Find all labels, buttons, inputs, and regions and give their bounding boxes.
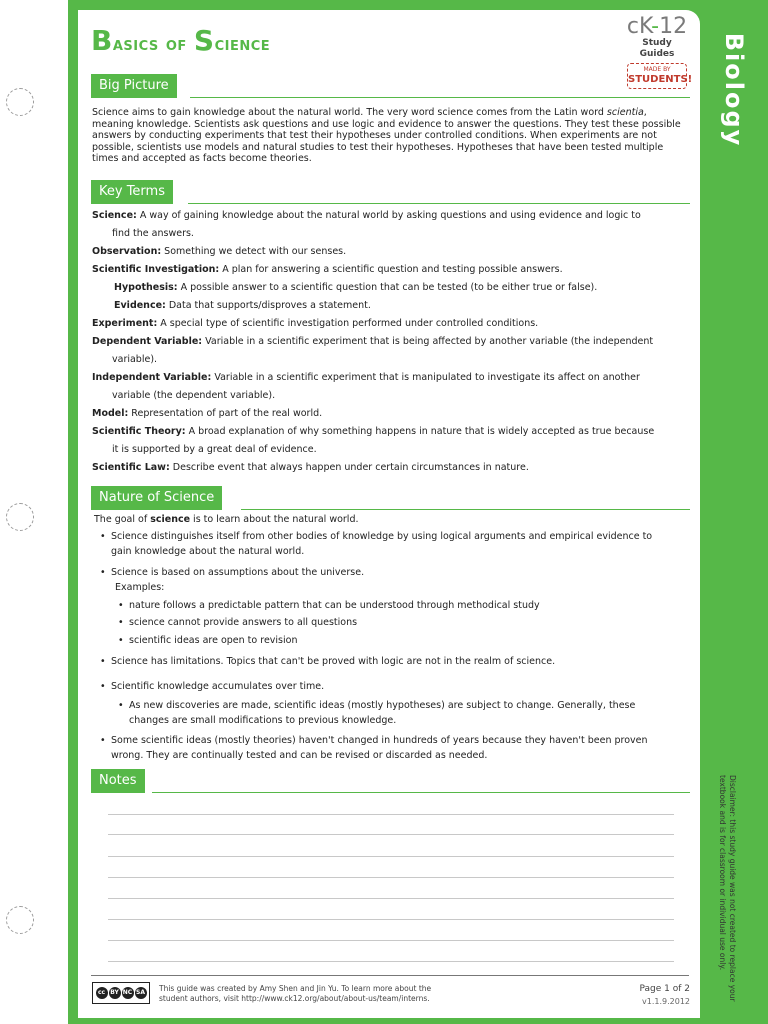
logo-brand: cK-12 xyxy=(626,14,688,39)
bullet: • xyxy=(100,735,106,746)
term-independent-variable: Independent Variable: Variable in a scientific experiment that is manipulated to investigate its affect on another xyxy=(92,372,640,383)
nos-bullet-5-line-2: wrong. They are continually tested and can be revised or discarded as needed. xyxy=(111,750,488,761)
nos-bullet-5-line-1: Some scientific ideas (mostly theories) haven't changed in hundreds of years because they haven't been proven xyxy=(111,735,648,746)
term-observation: Observation: Something we detect with our senses. xyxy=(92,246,347,257)
term-scientific-theory: Scientific Theory: A broad explanation of why something happens in nature that is widely accepted as true because xyxy=(92,426,655,437)
subject-tab-label: Biology xyxy=(720,32,748,148)
nos-bullet-1-line-1: Science distinguishes itself from other bodies of knowledge by using logical arguments and empirical evidence to xyxy=(111,531,653,542)
nos-bullet-2: Science is based on assumptions about the universe. xyxy=(111,567,365,578)
term-scientific-theory-cont: it is supported by a great deal of evidence. xyxy=(112,444,317,455)
nos-bullet-4-sub-line-1: As new discoveries are made, scientific ideas (mostly hypotheses) are subject to change. Generally, these xyxy=(129,700,636,711)
bullet: • xyxy=(118,635,124,646)
term-scientific-investigation: Scientific Investigation: A plan for answering a scientific question and testing possible answers. xyxy=(92,264,563,275)
term-model: Model: Representation of part of the real world. xyxy=(92,408,323,419)
nos-bullet-3: Science has limitations. Topics that can't be proved with logic are not in the realm of science. xyxy=(111,656,556,667)
made-by-students-badge: MADE BY STUDENTS! xyxy=(627,63,687,89)
bullet: • xyxy=(100,567,106,578)
version-label: v1.1.9.2012 xyxy=(642,997,690,1006)
term-science-cont: find the answers. xyxy=(112,228,194,239)
nos-examples-label: Examples: xyxy=(115,582,165,593)
nos-example-3: scientific ideas are open to revision xyxy=(129,635,298,646)
cc-icon: cc xyxy=(96,987,108,999)
nos-intro: The goal of science is to learn about the natural world. xyxy=(94,514,359,525)
notes-writing-line xyxy=(108,919,674,920)
nos-bullet-1-line-2: gain knowledge about the natural world. xyxy=(111,546,305,557)
term-hypothesis: Hypothesis: A possible answer to a scientific question that can be tested (to be either true or false). xyxy=(114,282,598,293)
key-terms-list xyxy=(92,207,690,477)
cc-nc-icon: NC xyxy=(122,987,134,999)
notes-writing-line xyxy=(108,877,674,878)
cc-by-icon: BY xyxy=(109,987,121,999)
notes-heading: Notes xyxy=(91,769,145,793)
bullet: • xyxy=(100,531,106,542)
bullet: • xyxy=(100,656,106,667)
binder-hole-bottom xyxy=(6,906,34,934)
section-divider xyxy=(190,97,690,98)
binder-hole-middle xyxy=(6,503,34,531)
nature-of-science-heading: Nature of Science xyxy=(91,486,222,510)
ck12-logo xyxy=(624,14,693,86)
creative-commons-license-icon xyxy=(92,982,150,1004)
term-scientific-law: Scientific Law: Describe event that always happen under certain circumstances in nature. xyxy=(92,462,529,473)
bullet: • xyxy=(118,617,124,628)
term-dependent-variable-cont: variable). xyxy=(112,354,158,365)
bullet: • xyxy=(118,700,124,711)
page-number: Page 1 of 2 xyxy=(639,984,690,994)
section-divider xyxy=(188,203,690,204)
term-evidence: Evidence: Data that supports/disproves a statement. xyxy=(114,300,371,311)
bullet: • xyxy=(100,681,106,692)
logo-subtitle: Study Guides xyxy=(639,38,675,59)
footer-divider xyxy=(91,975,689,976)
notes-writing-line xyxy=(108,856,674,857)
cc-sa-icon: SA xyxy=(135,987,147,999)
term-dependent-variable: Dependent Variable: Variable in a scientific experiment that is being affected by another variable (the independent xyxy=(92,336,654,347)
binder-hole-top xyxy=(6,88,34,116)
nos-example-1: nature follows a predictable pattern that can be understood through methodical study xyxy=(129,600,540,611)
footer-credit: This guide was created by Amy Shen and Jin Yu. To learn more about the student authors, visit http://www.ck12.org/about/about-us/team/interns. xyxy=(159,984,432,1003)
notes-writing-line xyxy=(108,814,674,815)
nos-bullet-4: Scientific knowledge accumulates over time. xyxy=(111,681,325,692)
page-title: Basics of Science xyxy=(91,24,271,57)
bullet: • xyxy=(118,600,124,611)
nos-example-2: science cannot provide answers to all questions xyxy=(129,617,358,628)
section-divider xyxy=(152,792,690,793)
term-science: Science: A way of gaining knowledge about the natural world by asking questions and using evidence and logic to xyxy=(92,210,641,221)
nos-bullet-4-sub-line-2: changes are small modifications to previous knowledge. xyxy=(129,715,397,726)
term-independent-variable-cont: variable (the dependent variable). xyxy=(112,390,276,401)
notes-writing-line xyxy=(108,940,674,941)
nature-of-science-content xyxy=(92,514,690,764)
section-divider xyxy=(241,509,690,510)
big-picture-heading: Big Picture xyxy=(91,74,177,98)
notes-writing-line xyxy=(108,961,674,962)
key-terms-heading: Key Terms xyxy=(91,180,173,204)
disclaimer-text: Disclaimer: this study guide was not created to replace your textbook and is for classroom or individual use only. xyxy=(718,775,737,1002)
notes-writing-line xyxy=(108,898,674,899)
term-experiment: Experiment: A special type of scientific investigation performed under controlled conditions. xyxy=(92,318,539,329)
notes-writing-line xyxy=(108,834,674,835)
big-picture-text: Science aims to gain knowledge about the natural world. The very word science comes from the Latin word scientia, meaning knowledge. Scientists ask questions and use logic and evidence to answer the questions. They test these possible answers by conducting experiments that test their hypotheses under controlled conditions. When experiments are not possible, scientists use models and natural studies to test their hypotheses. Hypotheses that have been tested multiple times and accepted as facts become theories. xyxy=(92,107,681,164)
